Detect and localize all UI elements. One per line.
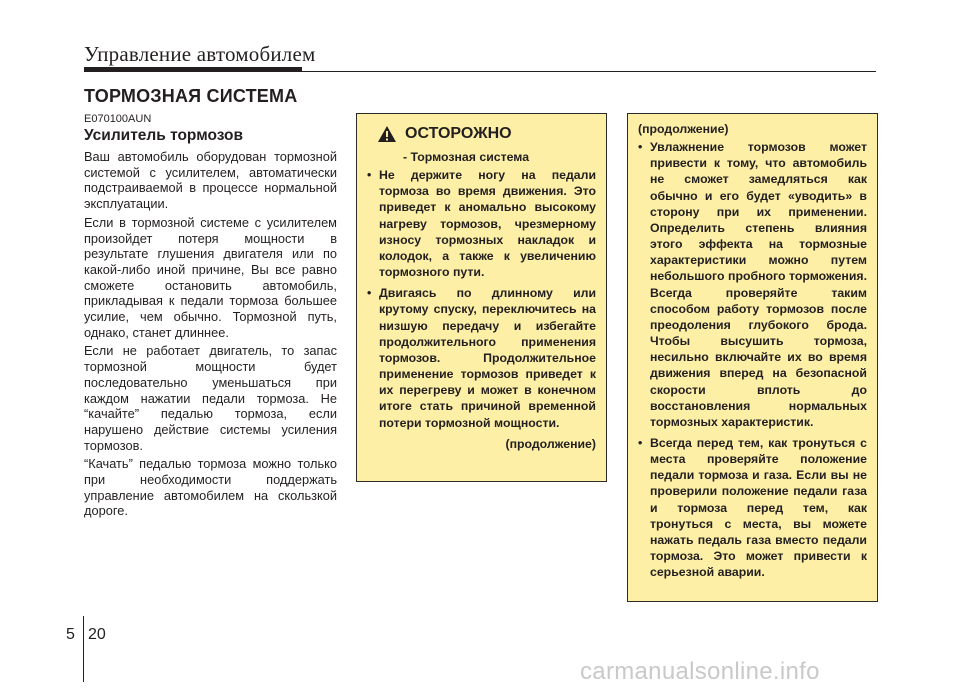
body-paragraph: Если не работает двигатель, то запас тормозной мощности будет последовательно уменьшаться при каждом нажатии педали тормоза. Не “качайте” педалью тормоза, если нарушено действие системы усиления тормозов. [84,343,337,453]
list-item: • Увлажнение тормозов может привести к тому, что автомобиль не сможет замедляться как обычно и его будет «уводить» в сторону при их применении. Определить степень влияния этого эффекта на тормозные характеристики можно путем небольшого пробного торможения. Всегда проверяйте таким способом работу тормозов после преодоления глубокого брода. Чтобы высушить тормоза, несильно включайте их во время движения вперед на безопасной скорости вплоть до восстановления нормальных тормозных характеристик. [638,139,867,430]
warning-triangle-icon [377,125,397,143]
watermark: carmanualsonline.info [580,658,820,685]
warning-header [377,122,596,146]
page-number: 20 [88,626,106,643]
section-subtitle: Усилитель тормозов [84,127,244,144]
body-paragraph: Ваш автомобиль оборудован тормозной системой с усилителем, автоматически подстраиваемой в процессе нормальной эксплуатации. [84,149,337,212]
warning-subtitle: - Тормозная система [403,150,530,164]
continuation-list [638,139,867,580]
list-item: • Всегда перед тем, как тронуться с места проверяйте положение педали тормоза и газа. Если вы не проверили положение педали газа и тормоза перед тем, как тронуться с места, вы можете нажать педаль газа вместо педали тормоза. Это может привести к серьезной аварии. [638,435,867,580]
chapter-number: 5 [66,626,75,643]
footer-divider [83,616,84,682]
list-item: • Не держите ногу на педали тормоза во время движения. Это приведет к аномально высокому нагреву тормозов, чрезмерному износу тормозных накладок и колодок, а также к увеличению тормозного пути. [367,167,596,280]
continuation-box [627,113,878,602]
continuation-heading: (продолжение) [638,122,729,136]
list-item: • Двигаясь по длинному или крутому спуску, переключитесь на низшую передачу и избегайте продолжительного применения тормозов. Продолжительное применение тормозов приведет к их перегреву и может в конечном итоге стать причиной временной потери тормозной мощности. [367,285,596,430]
warning-continued: (продолжение) [505,436,596,451]
section-title: ТОРМОЗНАЯ СИСТЕМА [84,86,298,106]
body-paragraph: “Качать” педалью тормоза можно только при необходимости поддержать управление автомобилем на скользкой дороге. [84,456,337,519]
warning-list [367,167,596,431]
header-rule-thin [84,71,876,72]
header-title: Управление автомобилем [84,42,316,66]
body-text-column [84,149,337,522]
warning-title: ОСТОРОЖНО [405,124,512,142]
warning-box [356,113,607,482]
section-code: E070100AUN [84,113,152,125]
body-paragraph: Если в тормозной системе с усилителем произойдет потеря мощности в результате глушения двигателя или по какой-либо иной причине, Вы все равно сможете остановить автомобиль, прикладывая к педали тормоза большее усилие, чем обычно. Тормозной путь, однако, станет длиннее. [84,214,337,340]
